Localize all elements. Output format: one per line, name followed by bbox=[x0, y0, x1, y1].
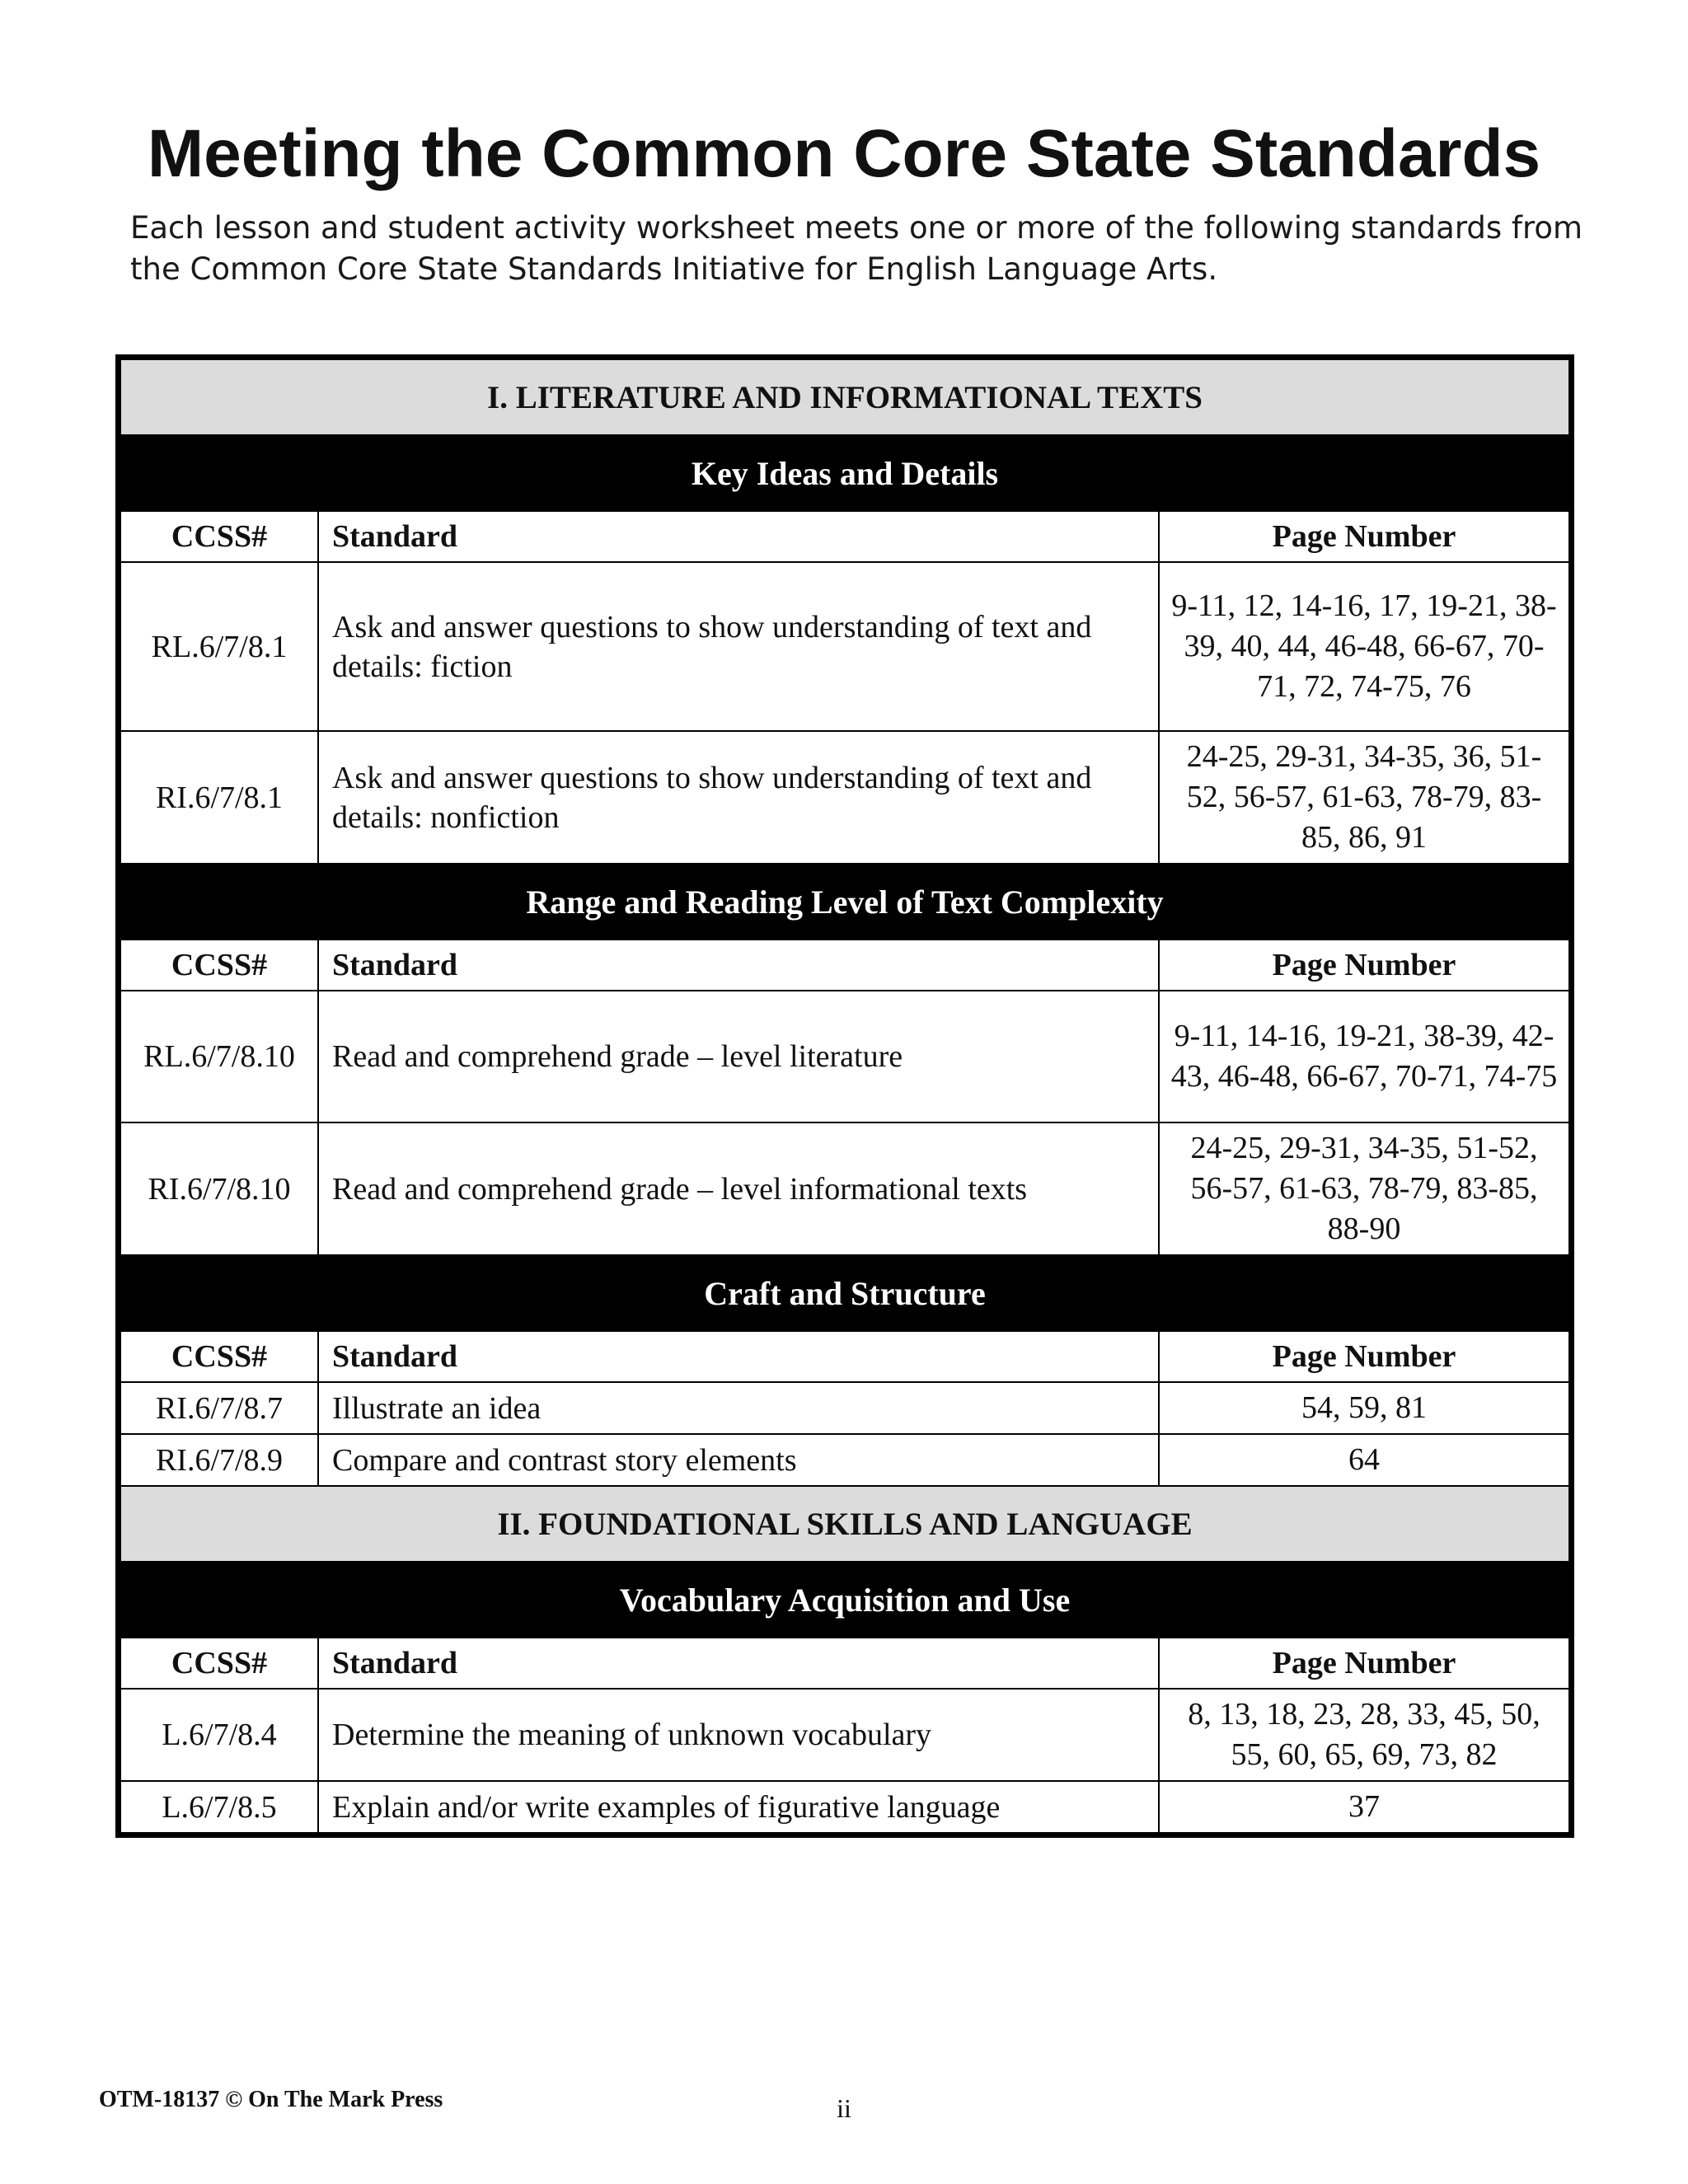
ccss-code: L.6/7/8.5 bbox=[120, 1781, 318, 1833]
ccss-column-header: CCSS# bbox=[120, 511, 318, 562]
subsection-heading: Range and Reading Level of Text Complexity bbox=[120, 864, 1569, 940]
page-column-header: Page Number bbox=[1159, 1638, 1569, 1689]
ccss-code: RI.6/7/8.7 bbox=[120, 1382, 318, 1434]
page-numbers: 64 bbox=[1159, 1434, 1569, 1486]
table-header-row bbox=[120, 511, 1569, 562]
table-row bbox=[120, 991, 1569, 1122]
standard-text: Compare and contrast story elements bbox=[318, 1434, 1159, 1486]
page-column-header: Page Number bbox=[1159, 511, 1569, 562]
ccss-code: RL.6/7/8.10 bbox=[120, 991, 318, 1122]
section-heading: II. FOUNDATIONAL SKILLS AND LANGUAGE bbox=[120, 1486, 1569, 1562]
page-numbers: 37 bbox=[1159, 1781, 1569, 1833]
page-numbers: 8, 13, 18, 23, 28, 33, 45, 50, 55, 60, 65, 69, 73, 82 bbox=[1159, 1689, 1569, 1781]
page-numbers: 24-25, 29-31, 34-35, 36, 51-52, 56-57, 61-63, 78-79, 83-85, 86, 91 bbox=[1159, 731, 1569, 864]
standard-text: Read and comprehend grade – level informational texts bbox=[318, 1122, 1159, 1255]
page-numbers: 9-11, 12, 14-16, 17, 19-21, 38-39, 40, 44, 46-48, 66-67, 70-71, 72, 74-75, 76 bbox=[1159, 562, 1569, 731]
table-row bbox=[120, 731, 1569, 864]
table-row bbox=[120, 1122, 1569, 1255]
standard-text: Illustrate an idea bbox=[318, 1382, 1159, 1434]
ccss-column-header: CCSS# bbox=[120, 1638, 318, 1689]
standard-column-header: Standard bbox=[318, 1638, 1159, 1689]
page-numbers: 54, 59, 81 bbox=[1159, 1382, 1569, 1434]
page-numbers: 9-11, 14-16, 19-21, 38-39, 42-43, 46-48, 66-67, 70-71, 74-75 bbox=[1159, 991, 1569, 1122]
ccss-code: RI.6/7/8.1 bbox=[120, 731, 318, 864]
table-row bbox=[120, 1382, 1569, 1434]
ccss-column-header: CCSS# bbox=[120, 940, 318, 991]
table-header-row bbox=[120, 940, 1569, 991]
intro-paragraph: Each lesson and student activity worksheet meets one or more of the following standards from the Common Core State Standards Initiative for English Language Arts. bbox=[130, 210, 1583, 287]
page-title: Meeting the Common Core State Standards bbox=[147, 116, 1541, 191]
subsection-heading: Craft and Structure bbox=[120, 1255, 1569, 1331]
standard-text: Ask and answer questions to show understanding of text and details: nonfiction bbox=[318, 731, 1159, 864]
ccss-code: L.6/7/8.4 bbox=[120, 1689, 318, 1781]
page-column-header: Page Number bbox=[1159, 940, 1569, 991]
standards-table bbox=[115, 354, 1574, 1838]
footer-page-number: ii bbox=[837, 2093, 851, 2123]
standard-column-header: Standard bbox=[318, 511, 1159, 562]
section-heading: I. LITERATURE AND INFORMATIONAL TEXTS bbox=[120, 359, 1569, 435]
ccss-column-header: CCSS# bbox=[120, 1331, 318, 1382]
standard-text: Read and comprehend grade – level literature bbox=[318, 991, 1159, 1122]
table-row bbox=[120, 562, 1569, 731]
standard-text: Explain and/or write examples of figurative language bbox=[318, 1781, 1159, 1833]
table-row bbox=[120, 1434, 1569, 1486]
footer-publisher: OTM-18137 © On The Mark Press bbox=[99, 2087, 443, 2112]
subsection-heading: Key Ideas and Details bbox=[120, 435, 1569, 511]
standard-text: Determine the meaning of unknown vocabulary bbox=[318, 1689, 1159, 1781]
ccss-code: RI.6/7/8.10 bbox=[120, 1122, 318, 1255]
page-column-header: Page Number bbox=[1159, 1331, 1569, 1382]
table-row bbox=[120, 1689, 1569, 1781]
subsection-heading: Vocabulary Acquisition and Use bbox=[120, 1562, 1569, 1638]
standard-text: Ask and answer questions to show understanding of text and details: fiction bbox=[318, 562, 1159, 731]
ccss-code: RI.6/7/8.9 bbox=[120, 1434, 318, 1486]
standard-column-header: Standard bbox=[318, 940, 1159, 991]
table-row bbox=[120, 1781, 1569, 1833]
table-header-row bbox=[120, 1638, 1569, 1689]
standard-column-header: Standard bbox=[318, 1331, 1159, 1382]
table-header-row bbox=[120, 1331, 1569, 1382]
ccss-code: RL.6/7/8.1 bbox=[120, 562, 318, 731]
page-numbers: 24-25, 29-31, 34-35, 51-52, 56-57, 61-63, 78-79, 83-85, 88-90 bbox=[1159, 1122, 1569, 1255]
